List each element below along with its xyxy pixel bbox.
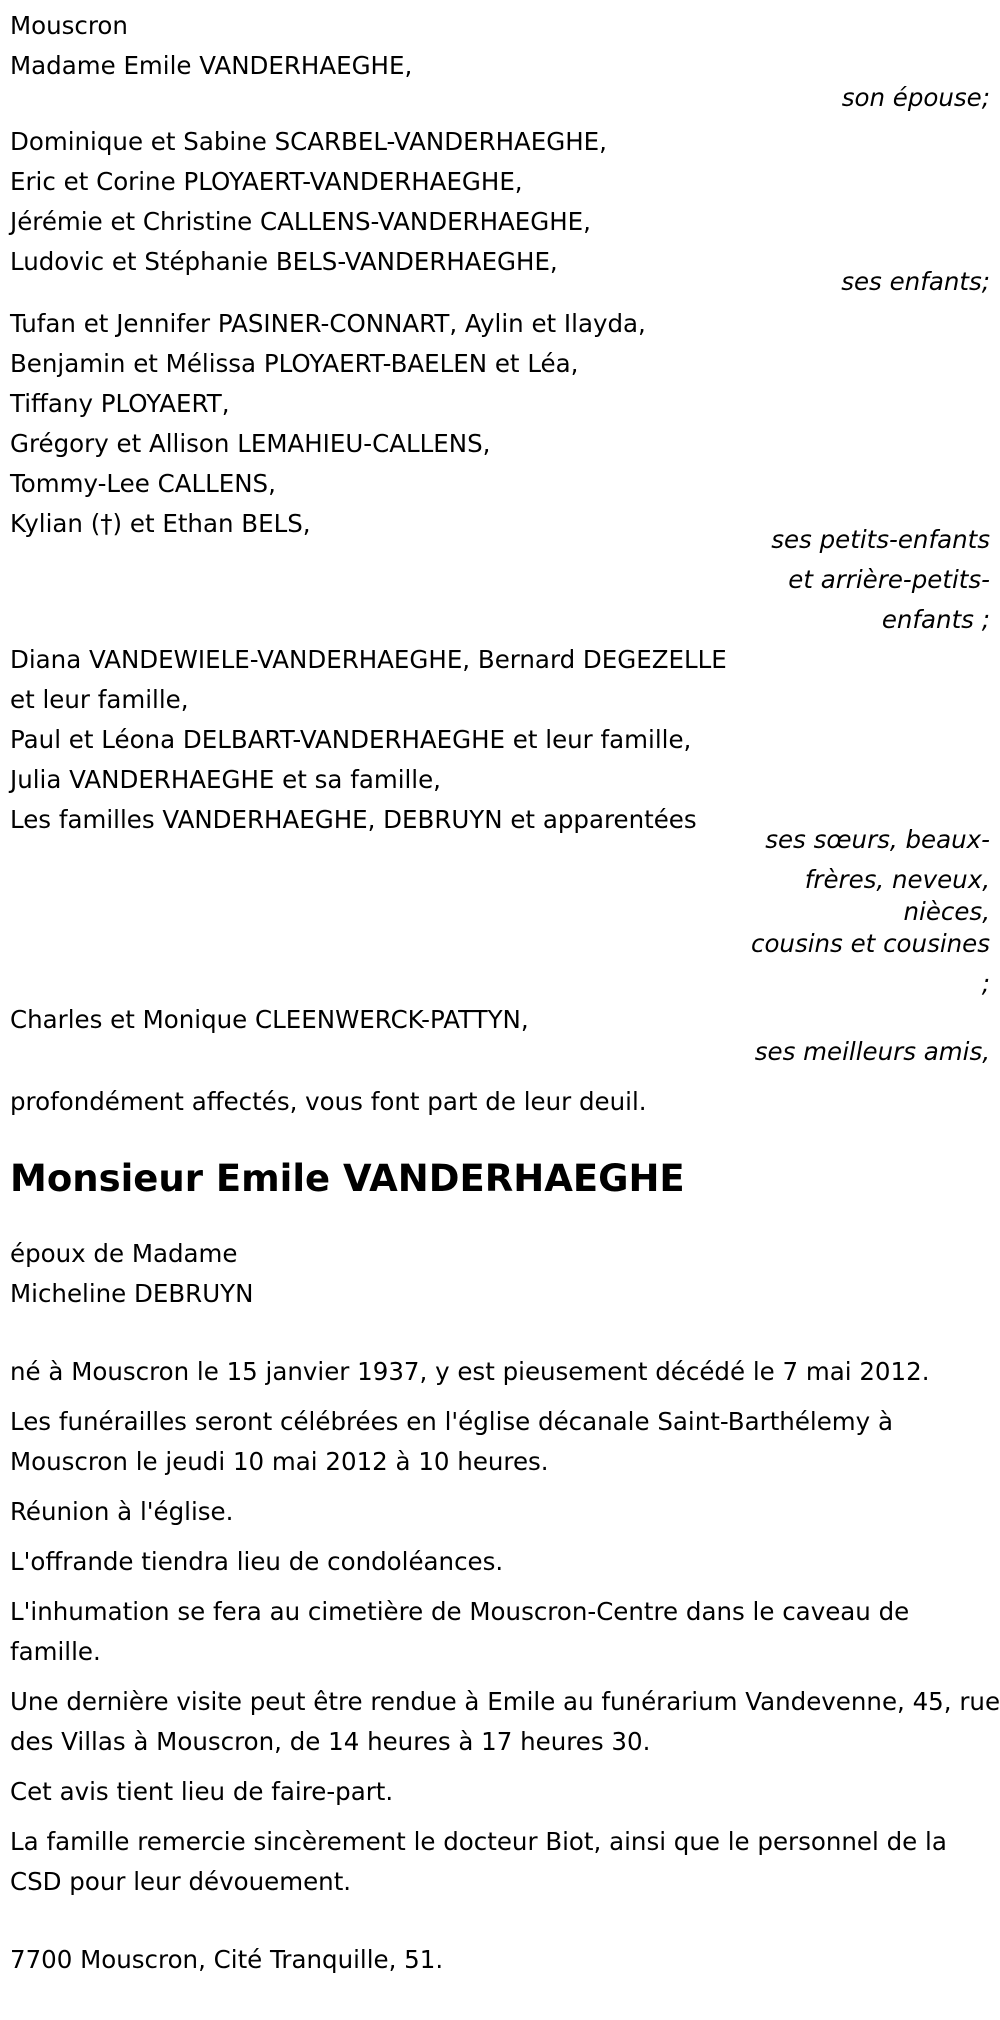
funeral-paragraph: Les funérailles seront célébrées en l'église décanale Saint-Barthélemy à Mouscron le jeudi 10 mai 2012 à 10 heures. — [10, 1407, 893, 1476]
children-list — [10, 122, 607, 282]
sibling-line: Paul et Léona DELBART-VANDERHAEGHE et leur famille, — [10, 725, 692, 754]
spouse-line: Micheline DEBRUYN — [10, 1279, 254, 1308]
grandchild-line: Tufan et Jennifer PASINER-CONNART, Aylin et Ilayda, — [10, 309, 646, 338]
siblings-role-line: nièces, — [903, 897, 990, 926]
child-line: Jérémie et Christine CALLENS-VANDERHAEGHE, — [10, 207, 591, 236]
siblings-list — [10, 640, 727, 840]
city-label: Mouscron — [10, 11, 128, 40]
grandchild-line: Tiffany PLOYAERT, — [10, 389, 230, 418]
visit-paragraph: Une dernière visite peut être rendue à Emile au funérarium Vandevenne, 45, rue des Villas à Mouscron, de 14 heures à 17 heures 30. — [10, 1687, 1000, 1756]
siblings-role-line: cousins et cousines — [750, 929, 990, 958]
grandchildren-list — [10, 304, 646, 544]
deceased-name: Monsieur Emile VANDERHAEGHE — [10, 1157, 685, 1200]
spouse-line: époux de Madame — [10, 1239, 238, 1268]
grandchildren-role-line: et arrière-petits- — [788, 565, 990, 594]
friends-role: ses meilleurs amis, — [754, 1037, 990, 1066]
sibling-line: et leur famille, — [10, 685, 189, 714]
siblings-role-line: frères, neveux, — [804, 865, 990, 894]
friends-name: Charles et Monique CLEENWERCK-PATTYN, — [10, 1005, 529, 1034]
child-line: Dominique et Sabine SCARBEL-VANDERHAEGHE, — [10, 127, 607, 156]
notice-paragraph: Cet avis tient lieu de faire-part. — [10, 1777, 394, 1806]
siblings-block — [10, 640, 990, 1000]
address-text: 7700 Mouscron, Cité Tranquille, 51. — [10, 1945, 444, 1974]
sibling-line: Les familles VANDERHAEGHE, DEBRUYN et apparentées — [10, 805, 697, 834]
offering-paragraph: L'offrande tiendra lieu de condoléances. — [10, 1547, 504, 1576]
children-role: ses enfants; — [841, 267, 990, 296]
birth-death-paragraph: né à Mouscron le 15 janvier 1937, y est pieusement décédé le 7 mai 2012. — [10, 1357, 930, 1386]
announcement-text: profondément affectés, vous font part de leur deuil. — [10, 1087, 647, 1116]
siblings-role — [690, 820, 990, 1004]
wife-name: Madame Emile VANDERHAEGHE, — [10, 51, 413, 80]
wife-block — [10, 46, 990, 122]
grandchildren-role-line: enfants ; — [881, 605, 990, 634]
grandchild-line: Tommy-Lee CALLENS, — [10, 469, 276, 498]
child-line: Ludovic et Stéphanie BELS-VANDERHAEGHE, — [10, 247, 558, 276]
sibling-line: Diana VANDEWIELE-VANDERHAEGHE, Bernard DEGEZELLE — [10, 645, 727, 674]
burial-paragraph: L'inhumation se fera au cimetière de Mouscron-Centre dans le caveau de famille. — [10, 1597, 910, 1666]
child-line: Eric et Corine PLOYAERT-VANDERHAEGHE, — [10, 167, 523, 196]
grandchild-line: Benjamin et Mélissa PLOYAERT-BAELEN et Léa, — [10, 349, 579, 378]
grandchildren-role — [730, 520, 990, 640]
thanks-paragraph: La famille remercie sincèrement le docteur Biot, ainsi que le personnel de la CSD pour leur dévouement. — [10, 1827, 947, 1896]
grandchildren-block — [10, 304, 990, 640]
children-block — [10, 122, 990, 304]
obituary-notice — [10, 6, 1000, 1980]
meeting-paragraph: Réunion à l'église. — [10, 1497, 234, 1526]
wife-role: son épouse; — [841, 83, 990, 112]
grandchild-line: Kylian (†) et Ethan BELS, — [10, 509, 311, 538]
sibling-line: Julia VANDERHAEGHE et sa famille, — [10, 765, 441, 794]
grandchildren-role-line: ses petits-enfants — [771, 525, 990, 554]
details-paragraphs — [10, 1352, 1000, 1902]
siblings-role-line: ses sœurs, beaux- — [765, 825, 990, 854]
spouse-info — [10, 1234, 990, 1314]
friends-block — [10, 1000, 990, 1080]
siblings-role-line: ; — [981, 969, 990, 998]
grandchild-line: Grégory et Allison LEMAHIEU-CALLENS, — [10, 429, 491, 458]
